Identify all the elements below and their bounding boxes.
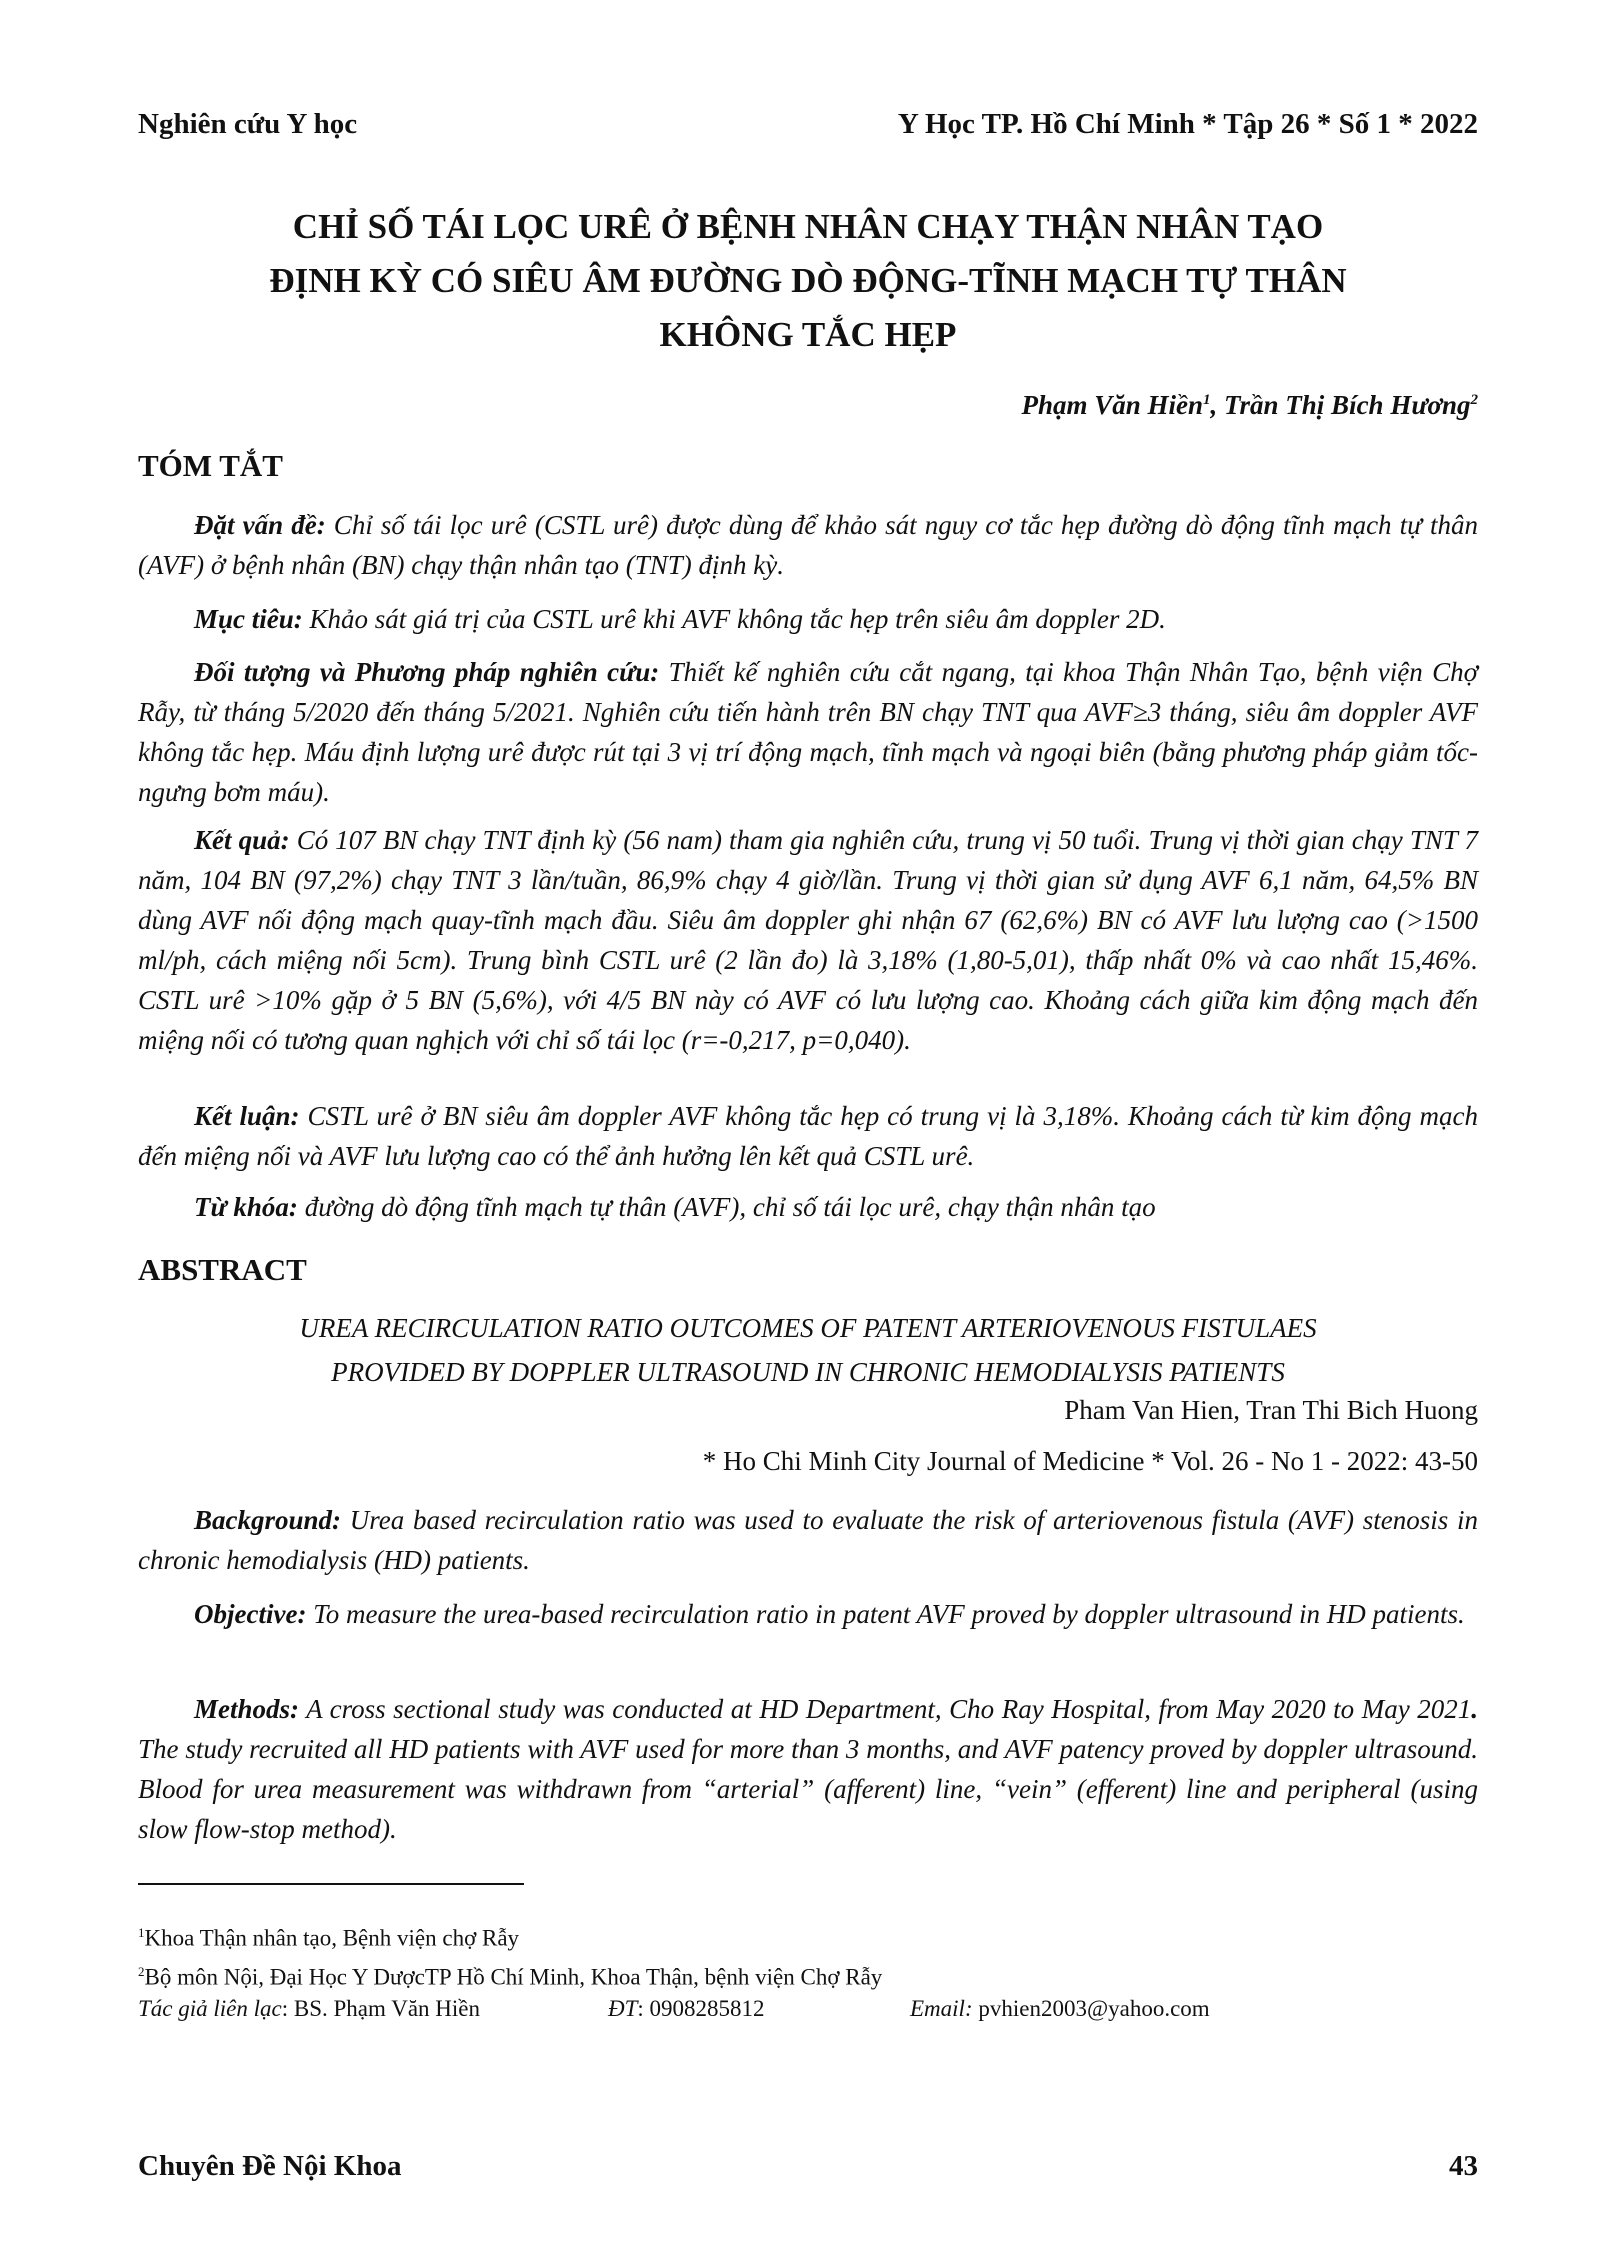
abstract-paragraph — [138, 1689, 1478, 1849]
title-line: KHÔNG TẮC HẸP — [659, 315, 957, 354]
issue-theme: Chuyên Đề Nội Khoa — [138, 2150, 402, 2182]
title-line: CHỈ SỐ TÁI LỌC URÊ Ở BỆNH NHÂN CHẠY THẬN NHÂN TẠO — [292, 207, 1324, 246]
contact-email-block — [910, 1996, 1210, 2022]
footnote — [138, 1918, 519, 1954]
contact-phone-block — [608, 1996, 765, 2022]
author-separator: , — [1210, 390, 1225, 420]
phone-number: : 0908285812 — [637, 1996, 765, 2021]
title-line: PROVIDED BY DOPPLER ULTRASOUND IN CHRONIC HEMODIALYSIS PATIENTS — [331, 1357, 1285, 1387]
journal-citation: * Ho Chi Minh City Journal of Medicine * Vol. 26 - No 1 - 2022: 43-50 — [702, 1446, 1478, 1476]
paragraph-label: Methods: — [194, 1694, 300, 1724]
abstract-paragraph — [138, 1500, 1478, 1580]
journal-issue: Y Học TP. Hồ Chí Minh * Tập 26 * Số 1 * 2022 — [897, 108, 1478, 140]
paragraph-text: Urea based recirculation ratio was used to evaluate the risk of arteriovenous fistula (AVF) stenosis in chronic hemodialysis (HD) patients. — [138, 1505, 1478, 1575]
paragraph-text: Khảo sát giá trị của CSTL urê khi AVF không tắc hẹp trên siêu âm doppler 2D. — [302, 604, 1166, 634]
abstract-paragraph — [138, 1594, 1478, 1634]
author-name: Phạm Văn Hiền — [1021, 390, 1204, 420]
paragraph-label: Mục tiêu: — [194, 604, 303, 634]
phone-label: ĐT — [608, 1996, 638, 2021]
paragraph-text: Chỉ số tái lọc urê (CSTL urê) được dùng để khảo sát nguy cơ tắc hẹp đường dò động tĩnh mạch tự thân (AVF) ở bệnh nhân (BN) chạy thận nhân tạo (TNT) định kỳ. — [138, 510, 1478, 580]
footnote-marker: 2 — [138, 1964, 145, 1979]
paragraph-label: Từ khóa: — [194, 1192, 298, 1222]
footnote — [138, 1957, 882, 1993]
paragraph-text: The study recruited all HD patients with AVF used for more than 3 months, and AVF patency proved by doppler ultrasound. Blood for urea measurement was withdrawn from “arterial” (afferent) line, “vein” (efferent) line and peripheral (using slow flow-stop method). — [138, 1734, 1478, 1844]
title-line: UREA RECIRCULATION RATIO OUTCOMES OF PATENT ARTERIOVENOUS FISTULAES — [299, 1313, 1317, 1343]
contact-name-block — [138, 1996, 480, 2022]
article-page — [138, 0, 1478, 2245]
affiliation-marker: 2 — [1470, 392, 1478, 408]
running-header — [138, 108, 1478, 148]
footnote-divider — [138, 1883, 524, 1885]
email-address: pvhien2003@yahoo.com — [972, 1996, 1210, 2021]
paragraph-label: Đặt vấn đề: — [194, 510, 326, 540]
paragraph-label: Objective: — [194, 1599, 307, 1629]
title-line: ĐỊNH KỲ CÓ SIÊU ÂM ĐƯỜNG DÒ ĐỘNG-TĨNH MẠCH TỰ THÂN — [269, 261, 1347, 300]
paragraph-text: A cross sectional study was conducted at HD Department, Cho Ray Hospital, from May 2020 to May 2021 — [299, 1694, 1472, 1724]
paragraph-text: . — [1471, 1694, 1478, 1724]
paragraph-text: To measure the urea-based recirculation ratio in patent AVF proved by doppler ultrasound in HD patients. — [306, 1599, 1465, 1629]
footnote-text: Khoa Thận nhân tạo, Bệnh viện chợ Rẫy — [144, 1925, 520, 1951]
summary-heading: TÓM TẮT — [138, 448, 283, 483]
abstract-heading: ABSTRACT — [138, 1252, 307, 1287]
section-label: Nghiên cứu Y học — [138, 108, 358, 140]
page-number: 43 — [1449, 2150, 1478, 2182]
author-list — [1021, 390, 1478, 421]
summary-paragraph — [138, 599, 1478, 639]
author-name: Trần Thị Bích Hương — [1224, 390, 1471, 420]
paragraph-text: Có 107 BN chạy TNT định kỳ (56 nam) tham gia nghiên cứu, trung vị 50 tuổi. Trung vị thời gian chạy TNT 7 năm, 104 BN (97,2%) chạy TNT 3 lần/tuần, 86,9% chạy 4 giờ/lần. Trung vị thời gian sử dụng AVF 6,1 năm, 64,5% BN dùng AVF nối động mạch quay-tĩnh mạch đầu. Siêu âm doppler ghi nhận 67 (62,6%) BN có AVF lưu lượng cao (>1500 ml/ph, cách miệng nối 5cm). Trung bình CSTL urê (2 lần đo) là 3,18% (1,80-5,01), thấp nhất 0% và cao nhất 15,46%. CSTL urê >10% gặp ở 5 BN (5,6%), với 4/5 BN này có AVF có lưu lượng cao. Khoảng cách giữa kim động mạch đến miệng nối có tương quan nghịch với chỉ số tái lọc (r=-0,217, p=0,040). — [138, 825, 1478, 1055]
article-title — [138, 200, 1478, 362]
paragraph-text: Thiết kế nghiên cứu cắt ngang, tại khoa Thận Nhân Tạo, bệnh viện Chợ Rẫy, từ tháng 5/2020 đến tháng 5/2021. Nghiên cứu tiến hành trên BN chạy TNT qua AVF≥3 tháng, siêu âm doppler AVF không tắc hẹp. Máu định lượng urê được rút tại 3 vị trí động mạch, tĩnh mạch và ngoại biên (bằng phương pháp giảm tốc-ngưng bơm máu). — [138, 657, 1478, 807]
english-author-list: Pham Van Hien, Tran Thi Bich Huong — [1064, 1395, 1478, 1425]
summary-paragraph — [138, 1096, 1478, 1176]
summary-paragraph — [138, 505, 1478, 585]
paragraph-label: Background: — [194, 1505, 342, 1535]
english-title — [138, 1306, 1478, 1394]
paragraph-label: Đối tượng và Phương pháp nghiên cứu: — [194, 657, 660, 687]
summary-paragraph — [138, 1187, 1478, 1227]
summary-paragraph — [138, 820, 1478, 1060]
paragraph-label: Kết luận: — [194, 1101, 300, 1131]
affiliation-marker: 1 — [1203, 392, 1211, 408]
paragraph-text: CSTL urê ở BN siêu âm doppler AVF không tắc hẹp có trung vị là 3,18%. Khoảng cách từ kim động mạch đến miệng nối và AVF lưu lượng cao có thể ảnh hưởng lên kết quả CSTL urê. — [138, 1101, 1478, 1171]
contact-name: : BS. Phạm Văn Hiền — [281, 1996, 481, 2021]
paragraph-text: đường dò động tĩnh mạch tự thân (AVF), chỉ số tái lọc urê, chạy thận nhân tạo — [297, 1192, 1156, 1222]
footnote-text: Bộ môn Nội, Đại Học Y DượcTP Hồ Chí Minh, Khoa Thận, bệnh viện Chợ Rẫy — [144, 1964, 883, 1990]
email-label: Email: — [910, 1996, 973, 2021]
footnote-marker: 1 — [138, 1925, 145, 1940]
summary-paragraph — [138, 652, 1478, 812]
paragraph-label: Kết quả: — [194, 825, 290, 855]
contact-label: Tác giả liên lạc — [138, 1996, 282, 2021]
